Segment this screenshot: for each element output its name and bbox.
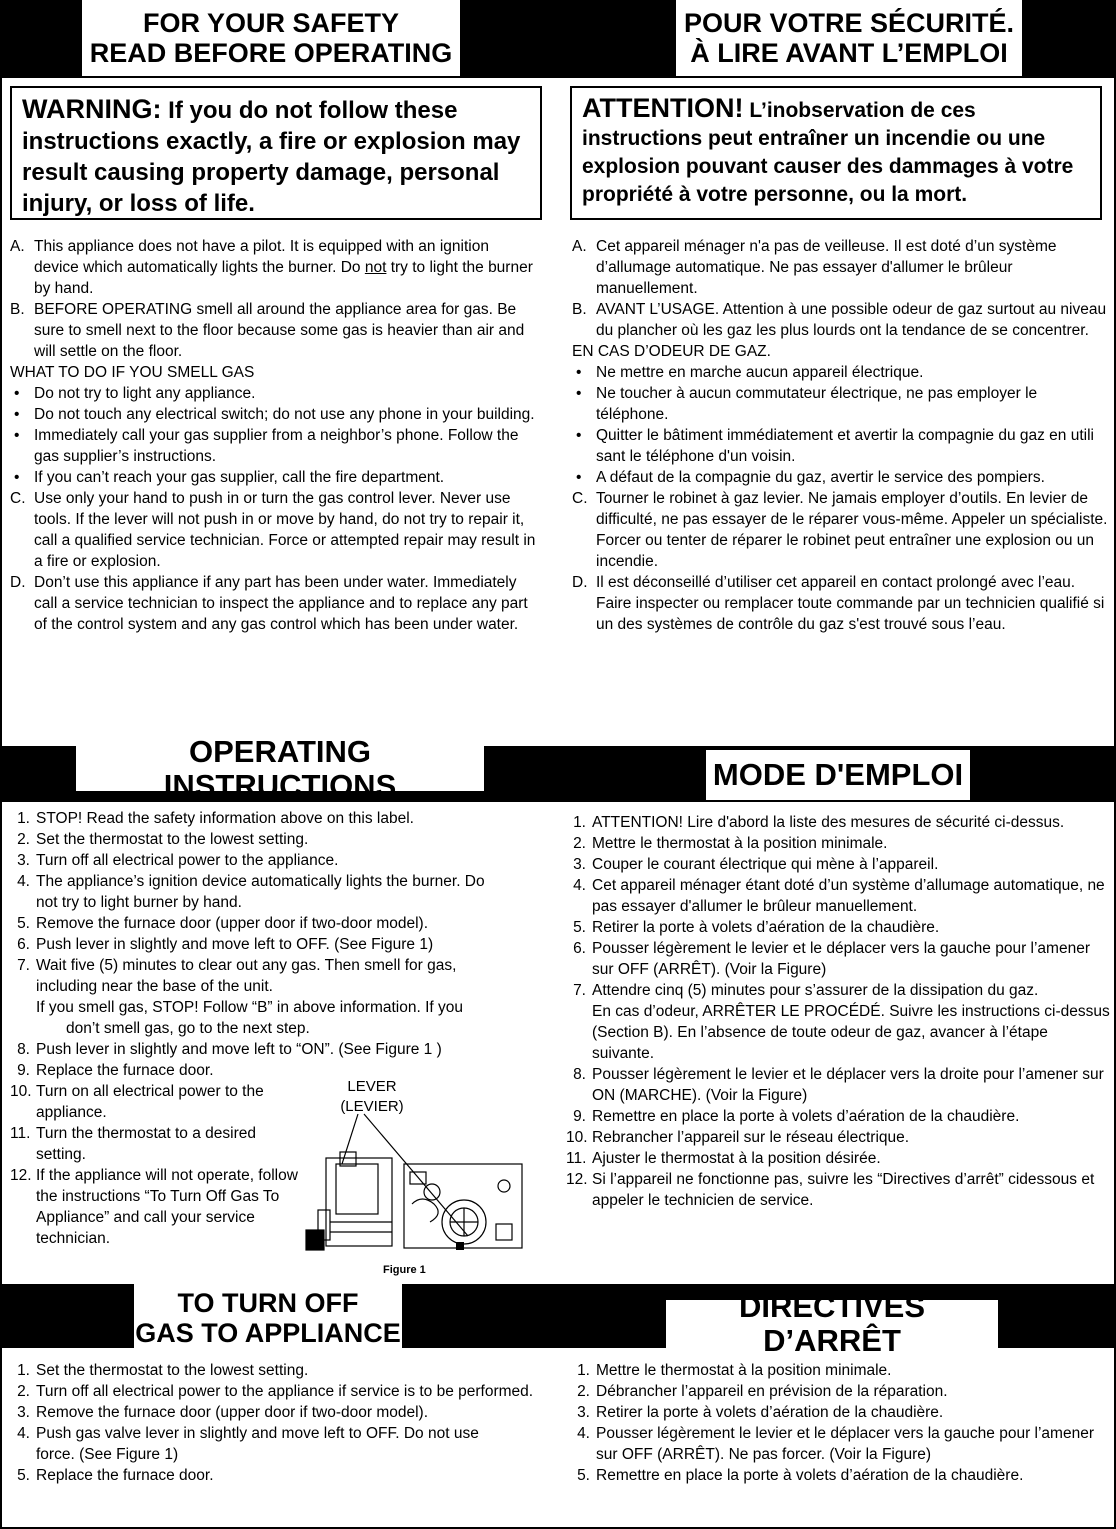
step-item: 5. Replace the furnace door.	[17, 1467, 214, 1484]
list-item: D. Don’t use this appliance if any part has been under water. Immediately call a service technician to inspect the appliance and to replace any part of the control system and any gas control which has been under water.	[10, 574, 528, 633]
step-item: 12. If the appliance will not operate, follow the instructions “To Turn Off Gas To Appliance” and call your service technician.	[10, 1167, 298, 1247]
operating-steps-fr	[566, 812, 1112, 1211]
safety-text-en	[10, 236, 538, 635]
list-item: • Do not touch any electrical switch; do not use any phone in your building.	[10, 404, 538, 425]
step-item: 1. Set the thermostat to the lowest setting.	[17, 1362, 309, 1379]
step-item: 7. Attendre cinq (5) minutes pour s’assurer de la dissipation du gaz.	[573, 982, 1039, 999]
turnoff-header-en: TO TURN OFF GAS TO APPLIANCE	[134, 1284, 402, 1348]
step-item: 3. Retirer la porte à volets d’aération de la chaudière.	[577, 1404, 944, 1421]
list-item: A. This appliance does not have a pilot. It is equipped with an ignition device which automatically lights the burner. Do not try to light the burner by hand.	[10, 238, 533, 297]
warning-box-fr	[570, 86, 1102, 220]
step-item: 4. Pousser légèrement le levier et le déplacer vers la gauche pour l’amener sur OFF (ARRÊT). Ne pas forcer. (Voir la Figure)	[577, 1425, 1094, 1463]
operating-header-fr: MODE D'EMPLOI	[706, 750, 970, 800]
step-item: 8. Pousser légèrement le levier et le déplacer vers la droite pour l’amener sur ON (MARCHE). (Voir la Figure)	[573, 1066, 1104, 1104]
list-item: B. AVANT L’USAGE. Attention à une possible odeur de gaz surtout au niveau du plancher où les gaz les plus lourds ont la tendance de se concentrer.	[572, 301, 1107, 339]
operating-header-en: OPERATING INSTRUCTIONS	[76, 746, 484, 791]
step-item: 3. Couper le courant électrique qui mène à l’appareil.	[573, 856, 939, 873]
list-item: • Ne toucher à aucun commutateur électrique, ne pas employer le téléphone.	[572, 383, 1112, 425]
step-item: 11. Ajuster le thermostat à la position désirée.	[566, 1150, 881, 1167]
step-item: 9. Replace the furnace door.	[17, 1062, 214, 1079]
step-item: En cas d’odeur, ARRÊTER LE PROCÉDÉ. Suivre les instructions ci-dessus (Section B). En l’absence de toute odeur de gaz, avancer à l’étape suivante.	[592, 1003, 1110, 1062]
list-item: • Immediately call your gas supplier from a neighbor’s phone. Follow the gas supplier’s instructions.	[10, 425, 538, 467]
warning-lead: ATTENTION!	[582, 93, 744, 123]
list-item: D. Il est déconseillé d’utiliser cet appareil en contact prolongé avec l’eau. Faire inspecter ou remplacer toute commande par un technicien qualifié si un des systèmes de contrôle du gaz s'est trouvé sous l’eau.	[572, 574, 1105, 633]
step-item: 6. Pousser légèrement le levier et le déplacer vers la gauche pour l’amener sur OFF (ARRÊT). (Voir la Figure)	[573, 940, 1090, 978]
header-line: READ BEFORE OPERATING	[89, 38, 453, 68]
safety-header-fr	[676, 0, 1022, 76]
valve-connector	[306, 1230, 324, 1250]
list-item: • Ne mettre en marche aucun appareil électrique.	[572, 362, 1112, 383]
step-item: 2. Mettre le thermostat à la position minimale.	[573, 835, 888, 852]
turnoff-header-fr: DIRECTIVES D’ARRÊT	[666, 1300, 998, 1348]
safety-text-fr	[572, 236, 1112, 635]
step-item: 3. Remove the furnace door (upper door if two-door model).	[17, 1404, 429, 1421]
step-item: 1. ATTENTION! Lire d'abord la liste des mesures de sécurité ci-dessus.	[573, 814, 1065, 831]
step-item: 6. Push lever in slightly and move left to OFF. (See Figure 1)	[17, 936, 434, 953]
step-item: 2. Set the thermostat to the lowest setting.	[17, 831, 309, 848]
warning-box-en	[10, 86, 542, 220]
header-line: POUR VOTRE SÉCURITÉ.	[683, 8, 1015, 38]
list-item: • Do not try to light any appliance.	[10, 383, 538, 404]
list-item: C. Use only your hand to push in or turn the gas control lever. Never use tools. If the lever will not push in or move by hand, do not try to repair it, call a qualified service technician. Force or attempted repair may result in a fire or explosion.	[10, 490, 536, 570]
warning-text: If you do not follow these instructions exactly, a fire or explosion may result causing property damage, personal injury, or loss of life.	[22, 97, 521, 217]
header-line: FOR YOUR SAFETY	[142, 8, 400, 38]
list-item: • Quitter le bâtiment immédiatement et avertir la compagnie du gaz en utili sant le téléphone d'un voisin.	[572, 425, 1112, 467]
list-item: C. Tourner le robinet à gaz levier. Ne jamais employer d’outils. En levier de difficulté, ne pas essayer de le réparer vous-même. Appeler un spécialiste. Forcer ou tenter de réparer le robinet peut entraîner une explosion ou un incendie.	[572, 490, 1108, 570]
step-item: 7. Wait five (5) minutes to clear out any gas. Then smell for gas, including near the base of the unit.	[17, 957, 457, 995]
turnoff-steps-fr	[570, 1360, 1112, 1486]
step-item: 5. Remettre en place la porte à volets d’aération de la chaudière.	[577, 1467, 1024, 1484]
turnoff-steps-en	[10, 1360, 540, 1486]
warning-lead: WARNING:	[22, 94, 162, 124]
step-item: If you smell gas, STOP! Follow “B” in above information. If you	[36, 999, 463, 1016]
safety-header-en	[82, 0, 460, 76]
step-item: 2. Turn off all electrical power to the appliance if service is to be performed.	[17, 1383, 534, 1400]
step-item: 4. The appliance’s ignition device automatically lights the burner. Do not try to light burner by hand.	[17, 873, 485, 911]
step-item: 5. Retirer la porte à volets d’aération de la chaudière.	[573, 919, 940, 936]
step-item: 9. Remettre en place la porte à volets d’aération de la chaudière.	[573, 1108, 1020, 1125]
step-item: 10. Rebrancher l’appareil sur le réseau électrique.	[566, 1129, 910, 1146]
lever-pointer-line	[364, 1114, 468, 1236]
header-line: À LIRE AVANT L’EMPLOI	[690, 38, 1008, 68]
gas-valve-figure	[300, 1112, 540, 1262]
step-item: 4. Cet appareil ménager étant doté d’un système d’allumage automatique, ne pas essayer d'allumer le brûleur manuellement.	[573, 877, 1105, 915]
valve-solenoid	[336, 1164, 378, 1214]
step-item: 1. Mettre le thermostat à la position minimale.	[577, 1362, 892, 1379]
list-item: • A défaut de la compagnie du gaz, avertir le service des pompiers.	[572, 467, 1112, 488]
list-item: B. BEFORE OPERATING smell all around the appliance area for gas. Be sure to smell next to the floor because some gas is heavier than air and will settle on the floor.	[10, 301, 525, 360]
list-item: • If you can’t reach your gas supplier, call the fire department.	[10, 467, 538, 488]
warning-text: L’inobservation de ces instructions peut entraîner un incendie ou une explosion pouvant causer des dammages à votre propriété à votre personne, ou la mort.	[582, 99, 1074, 206]
step-item: 2. Débrancher l’appareil en prévision de la réparation.	[577, 1383, 948, 1400]
step-item: 11. Turn the thermostat to a desired setting.	[10, 1125, 256, 1163]
step-item: 4. Push gas valve lever in slightly and move left to OFF. Do not use force. (See Figure 1)	[17, 1425, 479, 1463]
list-item: A. Cet appareil ménager n'a pas de veilleuse. Il est doté d’un système d’allumage automatique. Ne pas essayer d'allumer le brûleur manuellement.	[572, 238, 1057, 297]
step-item: 1. STOP! Read the safety information above on this label.	[17, 810, 414, 827]
step-item: 8. Push lever in slightly and move left to “ON”. (See Figure 1 )	[17, 1041, 442, 1058]
step-item: 5. Remove the furnace door (upper door if two-door model).	[17, 915, 429, 932]
smell-heading: EN CAS D’ODEUR DE GAZ.	[572, 343, 771, 360]
step-item: don’t smell gas, go to the next step.	[66, 1020, 310, 1037]
step-item: 3. Turn off all electrical power to the appliance.	[17, 852, 339, 869]
figure-caption: Figure 1	[383, 1264, 426, 1276]
step-item: 10. Turn on all electrical power to the appliance.	[10, 1083, 264, 1121]
smell-heading: WHAT TO DO IF YOU SMELL GAS	[10, 364, 255, 381]
lever-label: LEVER (LEVIER)	[340, 1078, 404, 1115]
step-item: 12. Si l’appareil ne fonctionne pas, suivre les “Directives d’arrêt” cidessous et appeler le technicien de service.	[566, 1171, 1095, 1209]
